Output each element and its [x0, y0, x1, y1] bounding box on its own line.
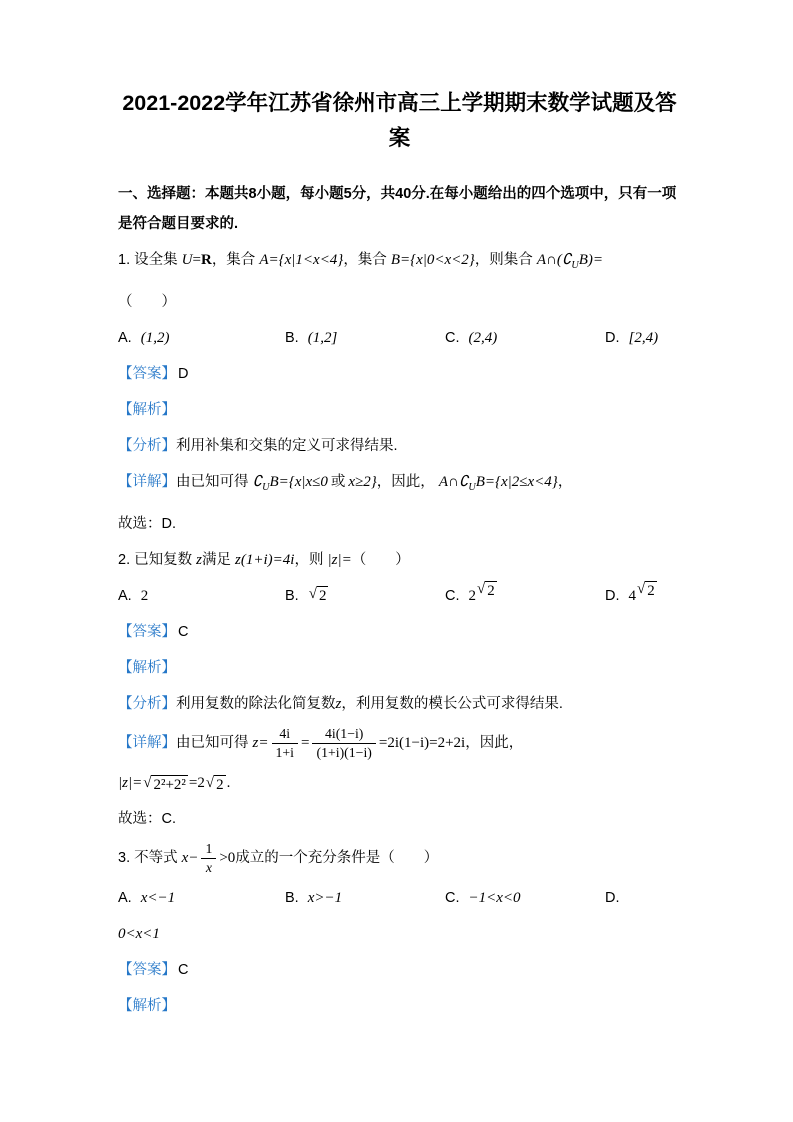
- question-3-option-d-value: 0<x<1: [118, 925, 160, 942]
- formula-z-equation: z(1+i)=4i: [235, 551, 295, 568]
- question-2-explain-line: [118, 653, 681, 683]
- sqrt: √ 2: [308, 586, 327, 605]
- instructions-line-2: 是符合题目要求的.: [118, 215, 239, 232]
- option-d: D. [2,4): [605, 329, 659, 346]
- formula-z-division: z= $\frac{4i}{1+i}$ = $\frac{4i(1-i)}{(1+i)(1-i)}$ =2i(1−i)=2+2i: [252, 725, 466, 760]
- question-1-analysis-line: 【分析】利用补集和交集的定义可求得结果.: [118, 437, 398, 454]
- option-a: A. (1,2): [118, 329, 170, 346]
- detail-label: 【详解】: [118, 473, 176, 490]
- option-a: A. 2: [118, 587, 149, 604]
- sqrt-sign: √: [308, 586, 317, 603]
- question-1-stem: 1. 设全集 U=R，集合 A={x|1<x<4}，集合 B={x|0<x<2}，则集合 $A\cap(∁_UB)=$: [118, 251, 604, 271]
- option-b: B. (1,2]: [285, 329, 338, 346]
- sqrt-sign: √: [637, 580, 646, 597]
- option-b: B. √ 2: [285, 586, 327, 605]
- formula-inequality: x− $\frac{1}{x}$ >0: [181, 840, 236, 875]
- question-1-answer-line: [118, 359, 681, 389]
- title-line-1: 2021-2022学年江苏省徐州市高三上学期期末数学试题及答: [122, 91, 677, 115]
- question-2-options: [118, 581, 681, 611]
- sqrt-sign: √: [477, 580, 486, 597]
- document-title: [118, 86, 681, 157]
- answer-label: 【答案】: [118, 365, 176, 382]
- formula-complement-b: $∁_UB=\{x|x\le 0$ 或 x≥2}: [252, 473, 377, 493]
- fraction: $\frac{4i}{1+i}$: [272, 725, 299, 762]
- question-1-answer-blank: （ ）: [118, 293, 176, 310]
- question-2-detail-line: 【详解】由已知可得 z= $\frac{4i}{1+i}$ = $\frac{4i(1-i)}{(1+i)(1-i)}$ =2i(1−i)=2+2i，因此，: [118, 725, 524, 760]
- question-1-options: [118, 323, 681, 353]
- option-c: C. −1<x<0: [445, 889, 521, 906]
- sqrt: √ 2: [477, 580, 495, 599]
- fraction: $\frac{4i(1-i)}{(1+i)(1-i)}$: [312, 725, 375, 762]
- sqrt: √ 2²+2²: [143, 774, 186, 793]
- question-3-answer-line: [118, 955, 681, 985]
- formula-z: z: [196, 551, 202, 568]
- answer-letter: C: [178, 623, 189, 640]
- answer-label: 【答案】: [118, 961, 176, 978]
- sqrt: √ 2: [205, 774, 224, 793]
- explain-label: 【解析】: [118, 659, 176, 676]
- answer-letter: C: [178, 961, 189, 978]
- question-3-explain-line: [118, 991, 681, 1021]
- formula-set-a: A={x|1<x<4}: [259, 251, 344, 268]
- analysis-label: 【分析】: [118, 695, 176, 712]
- question-3-options: [118, 883, 681, 913]
- question-2-conclusion: 故选：C.: [118, 810, 176, 827]
- formula-z: z: [335, 695, 342, 712]
- question-2-analysis-line: 【分析】利用复数的除法化简复数z，利用复数的模长公式可求得结果.: [118, 695, 563, 712]
- option-c: C. 2 √ 2: [445, 580, 495, 604]
- sqrt: √ 2: [637, 580, 655, 599]
- analysis-label: 【分析】: [118, 437, 176, 454]
- sqrt-sign: √: [143, 774, 152, 791]
- section-instructions: [118, 179, 681, 239]
- fraction: $\frac{1}{x}$: [201, 840, 216, 877]
- instructions-line-1: 一、选择题：本题共8小题，每小题5分，共40分.在每小题给出的四个选项中，只有一项: [118, 185, 677, 202]
- answer-letter: D: [178, 365, 189, 382]
- question-1-detail-line: 【详解】由已知可得 $∁_UB=\{x|x\le 0$ 或 x≥2}，因此， $A\cap∁_UB=\{x|2\le x<4\}$，: [118, 473, 573, 493]
- sqrt-sign: √: [205, 774, 215, 791]
- formula-modulus-value: |z|= √ 2²+2² =2 √ 2 .: [118, 774, 231, 793]
- option-d: D.: [605, 889, 620, 906]
- option-d: D. 4 √ 2: [605, 580, 655, 604]
- option-a: A. x<−1: [118, 889, 176, 906]
- formula-universal-set: U=R: [181, 251, 212, 268]
- formula-intersection-result: $A\cap∁_UB=\{x|2\le x<4\}$: [438, 473, 558, 493]
- formula-modulus: |z|=: [327, 551, 352, 568]
- question-3-stem: 3. 不等式 x− $\frac{1}{x}$ >0成立的一个充分条件是（ ）: [118, 840, 439, 875]
- question-2-detail-line-2: [118, 768, 681, 798]
- formula-intersection: $A\cap(∁_UB)=$: [536, 251, 604, 271]
- title-line-2: 案: [388, 126, 411, 151]
- question-1-conclusion: 故选：D.: [118, 515, 176, 532]
- question-2-stem: 2. 已知复数 z满足 z(1+i)=4i，则 |z|=（ ）: [118, 551, 410, 568]
- explain-label: 【解析】: [118, 997, 176, 1014]
- explain-label: 【解析】: [118, 401, 176, 418]
- detail-label: 【详解】: [118, 734, 176, 751]
- option-b: B. x>−1: [285, 889, 343, 906]
- question-2-answer-line: [118, 617, 681, 647]
- question-1-explain-line: [118, 395, 681, 425]
- option-c: C. (2,4): [445, 329, 498, 346]
- formula-set-b: B={x|0<x<2}: [390, 251, 475, 268]
- answer-label: 【答案】: [118, 623, 176, 640]
